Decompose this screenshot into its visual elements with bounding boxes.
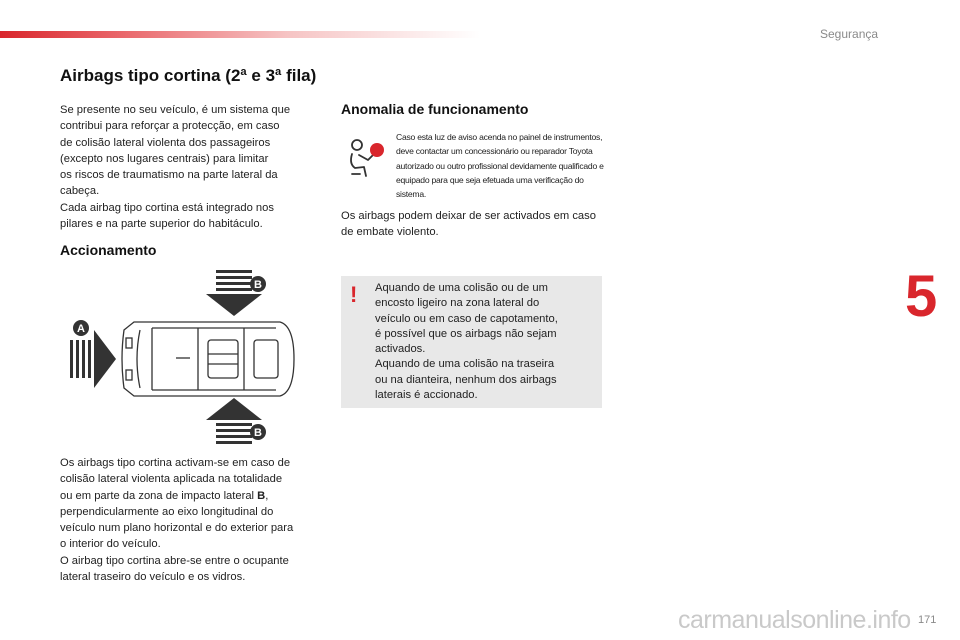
label-b-bottom-badge [250,424,266,440]
watermark-text: carmanualsonline.info [678,606,911,634]
accionamento-text-part1: Os airbags tipo cortina activam-se em caso de colisão lateral violenta aplicada na totalidade ou em parte da zona de impacto lateral [60,457,291,502]
accionamento-text [60,455,322,585]
impact-arrow-top [206,270,262,316]
chapter-number: 5 [905,264,938,329]
label-b-top: B [254,279,262,291]
impact-arrow-left [70,330,116,388]
anomalia-heading: Anomalia de funcionamento [341,101,529,117]
accionamento-heading: Accionamento [60,242,157,258]
accionamento-text-part2: , perpendicularmente ao eixo longitudinal do veículo num plano horizontal e do exterior para o interior do veículo. O airbag tipo cortina abre-se entre o ocupante lateral traseiro do veículo e os vidros. [60,489,294,584]
page-title: Airbags tipo cortina (2ª e 3ª fila) [60,66,317,85]
warning-exclamation-icon: ! [350,282,358,307]
warning-lamp-text: Caso esta luz de aviso acenda no painel de instrumentos, deve contactar um concessionário ou reparador Toyota autorizado ou outro profissional devidamente qualificado e equipado para que seja efetuada uma verificação do sistema. [396,132,604,200]
label-a-badge [73,320,89,336]
airbag-warning-icon [346,136,386,178]
intro-paragraph: Se presente no seu veículo, é um sistema que contribui para reforçar a protecção, em caso de colisão lateral violenta dos passageiros (excepto nos lugares centrais) para limitar os riscos de traumatismo na parte lateral da cabeça. Cada airbag tipo cortina está integrado nos pilares e na parte superior do habitáculo. [60,104,291,231]
deploy-note: Os airbags podem deixar de ser activados em caso de embate violento. [341,210,596,239]
impact-zone-label: B [257,489,266,502]
label-a: A [77,323,85,335]
side-impact-diagram [66,268,316,446]
section-name: Segurança [820,27,879,41]
vehicle-top-view [122,322,294,396]
header-accent-bar [0,31,480,38]
note-text: Aquando de uma colisão ou de um encosto ligeiro na zona lateral do veículo ou em caso de capotamento, é possível que os airbags não sejam activados. Aquando de uma colisão na traseira ou na dianteira, nenhum dos airbags laterais é accionado. [375,282,558,402]
label-b-top-badge [250,276,266,292]
label-b-bottom: B [254,427,262,439]
page-number: 171 [918,614,937,626]
